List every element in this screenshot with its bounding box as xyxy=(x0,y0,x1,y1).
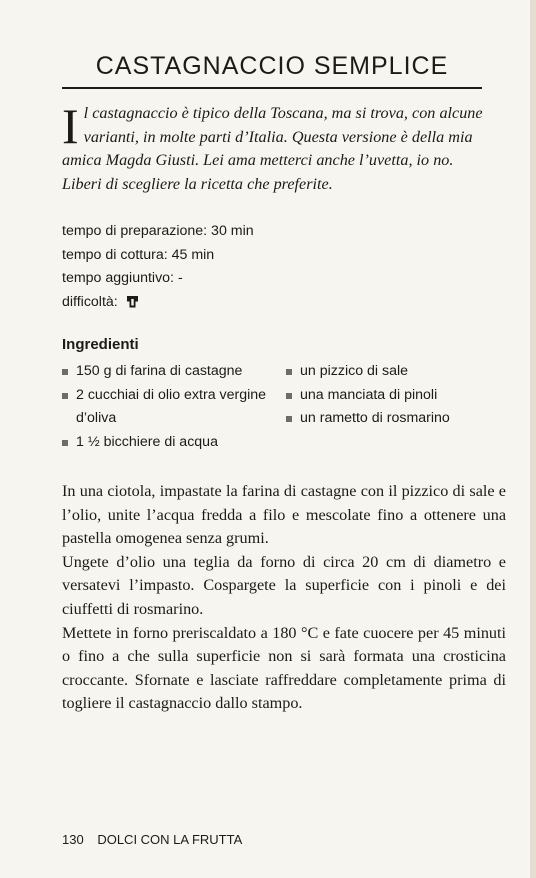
method-paragraph: Mettete in forno preriscaldato a 180 °C e fate cuocere per 45 minuti o fino a che sulla superficie non si sarà formata una crosticina croccante. Sfornate e lasciate raffreddare completamente prima di togliere il castagnaccio dallo stampo. xyxy=(62,623,506,713)
title-rule xyxy=(62,87,482,89)
difficulty-label: difficoltà: xyxy=(62,293,118,310)
difficulty-row xyxy=(62,291,362,318)
recipe-title: CASTAGNACCIO SEMPLICE xyxy=(95,52,449,80)
ingredient-item: 150 g di farina di castagne xyxy=(62,360,280,384)
ingredient-item: 2 cucchiai di olio extra vergine d’oliva xyxy=(62,384,280,431)
method-paragraph: In una ciotola, impastate la farina di castagne con il pizzico di sale e l’olio, unite l’acqua fredda a filo e mescolate fino a ottenere una pastella omogenea senza grumi. xyxy=(62,482,506,548)
page-number: 130 xyxy=(62,832,84,847)
ingredients-list-right xyxy=(286,360,496,431)
extra-time: tempo aggiuntivo: - xyxy=(62,270,183,287)
ingredients-list-left xyxy=(62,360,280,454)
prep-time: tempo di preparazione: 30 min xyxy=(62,223,254,239)
section-title: DOLCI CON LA FRUTTA xyxy=(97,832,243,847)
ingredients-heading: Ingredienti xyxy=(62,336,139,353)
recipe-meta xyxy=(62,220,362,317)
method-paragraph: Ungete d’olio una teglia da forno di circa 20 cm di diametro e versatevi l’impasto. Cospargete la superficie con i pinoli e dei ciuffetti di rosmarino. xyxy=(62,552,506,618)
intro-text: l castagnaccio è tipico della Toscana, ma si trova, con alcune varianti, in molte parti d’Italia. Questa versione è della mia amica Magda Giusti. Lei ama metterci anche l’uvetta, io no. Liberi di scegliere la ricetta che preferite. xyxy=(62,104,483,193)
chef-hat-icon xyxy=(125,294,140,318)
ingredient-item: un rametto di rosmarino xyxy=(286,407,496,431)
ingredient-item: 1 ½ bicchiere di acqua xyxy=(62,431,280,455)
page-footer xyxy=(62,832,242,847)
cook-time: tempo di cottura: 45 min xyxy=(62,246,215,263)
ingredient-item: un pizzico di sale xyxy=(286,360,496,384)
ingredient-item: una manciata di pinoli xyxy=(286,384,496,408)
drop-cap: I xyxy=(62,98,79,154)
recipe-intro xyxy=(62,98,494,196)
recipe-method xyxy=(62,480,506,716)
